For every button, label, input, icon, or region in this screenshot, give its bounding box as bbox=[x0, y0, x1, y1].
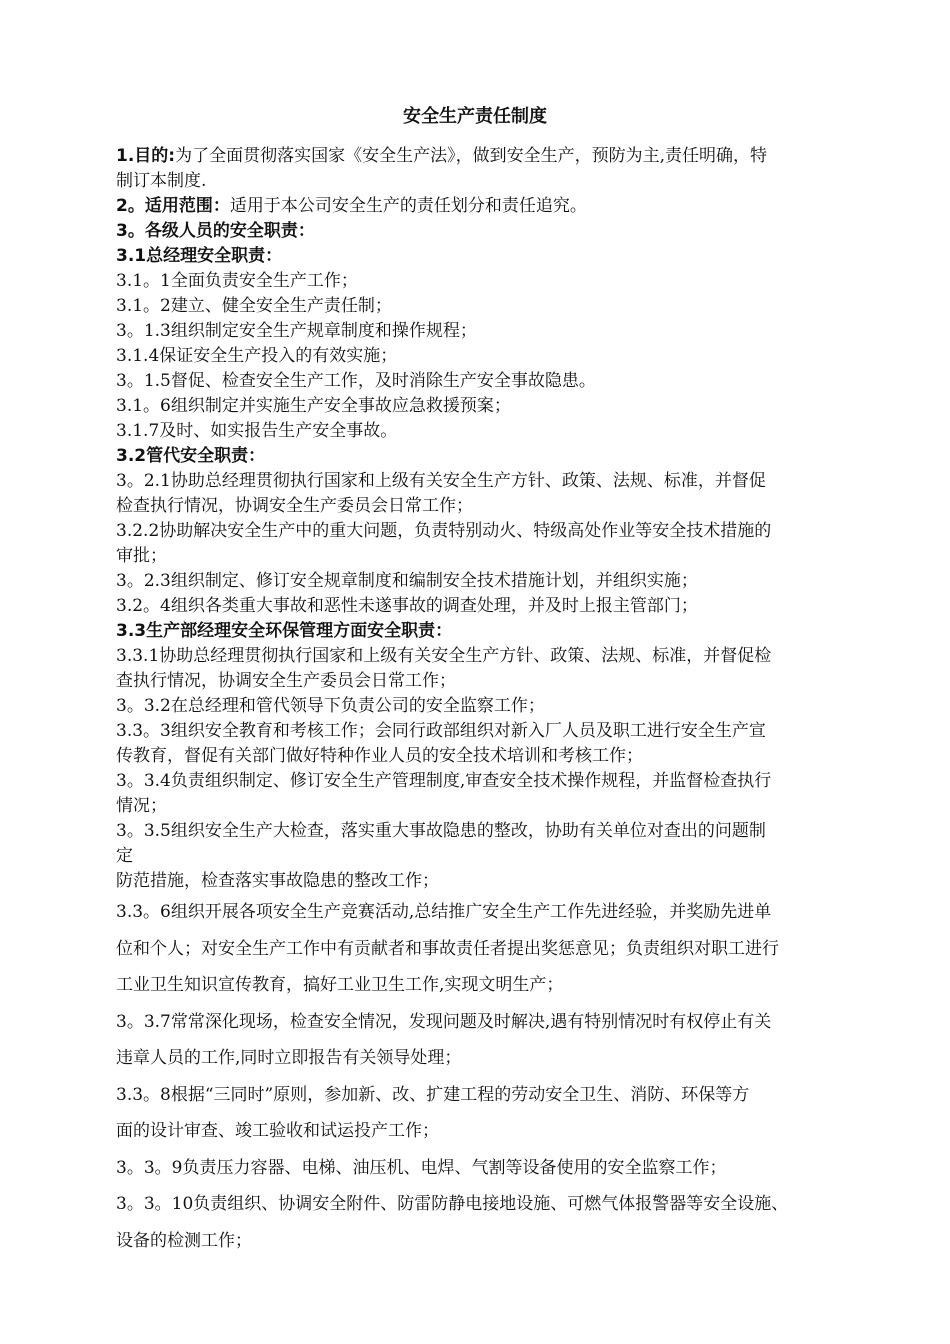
body-text: 3.2.2协助解决安全生产中的重大问题，负责特别动火、特级高处作业等安全技术措施的 bbox=[116, 521, 772, 541]
text-line bbox=[116, 244, 866, 269]
text-line bbox=[116, 1186, 866, 1223]
body-text: 3.3.1协助总经理贯彻执行国家和上级有关安全生产方针、政策、法规、标准，并督促检 bbox=[116, 646, 772, 666]
text-line bbox=[116, 294, 866, 319]
text-line bbox=[116, 594, 866, 619]
text-line bbox=[116, 644, 866, 669]
body-text: 3.1。6组织制定并实施生产安全事故应急救援预案； bbox=[116, 396, 511, 416]
text-line bbox=[116, 419, 866, 444]
body-text: 3.3。3组织安全教育和考核工作；会同行政部组织对新入厂人员及职工进行安全生产宣 bbox=[116, 721, 766, 741]
body-text: 3.3。6组织开展各项安全生产竞赛活动,总结推广安全生产工作先进经验，并奖励先进单 bbox=[116, 902, 772, 922]
text-line bbox=[116, 1223, 866, 1260]
body-text: 适用于本公司安全生产的责任划分和责任追究。 bbox=[229, 196, 587, 216]
text-line bbox=[116, 1077, 866, 1114]
text-line bbox=[116, 869, 866, 894]
text-line bbox=[116, 1040, 866, 1077]
text-line bbox=[116, 619, 866, 644]
text-line bbox=[116, 694, 866, 719]
body-text: 3.1.4保证安全生产投入的有效实施； bbox=[116, 346, 398, 366]
text-line bbox=[116, 169, 866, 194]
body-text: 审批； bbox=[116, 546, 167, 566]
body-text: 3。3。9负责压力容器、电梯、油压机、电焊、气割等设备使用的安全监察工作； bbox=[116, 1157, 727, 1178]
text-line bbox=[116, 744, 866, 769]
text-line bbox=[116, 369, 866, 394]
heading-text: 1.目的: bbox=[116, 146, 176, 166]
text-line bbox=[116, 819, 866, 844]
text-line bbox=[116, 494, 866, 519]
text-line bbox=[116, 144, 866, 169]
text-line bbox=[116, 219, 866, 244]
document-body bbox=[116, 144, 866, 1259]
text-line bbox=[116, 319, 866, 344]
body-text: 3。2.1协助总经理贯彻执行国家和上级有关安全生产方针、政策、法规、标准，并督促 bbox=[116, 471, 766, 491]
body-text: 3.1。1全面负责安全生产工作； bbox=[116, 271, 358, 291]
body-text: 工业卫生知识宣传教育，搞好工业卫生工作,实现文明生产； bbox=[116, 975, 564, 995]
heading-text: 3.3生产部经理安全环保管理方面安全职责： bbox=[116, 621, 453, 641]
text-line bbox=[116, 669, 866, 694]
body-text: 3。3.5组织安全生产大检查，落实重大事故隐患的整改，协助有关单位对查出的问题制 bbox=[116, 821, 766, 841]
body-text: 定 bbox=[116, 846, 133, 866]
body-text: 面的设计审查、竣工验收和试运投产工作； bbox=[116, 1121, 439, 1141]
text-line bbox=[116, 894, 866, 931]
text-line bbox=[116, 569, 866, 594]
text-line bbox=[116, 719, 866, 744]
page-title: 安全生产责任制度 bbox=[403, 106, 547, 127]
text-line bbox=[116, 1113, 866, 1150]
body-text: 传教育，督促有关部门做好特种作业人员的安全技术培训和考核工作； bbox=[116, 746, 643, 766]
body-text: 防范措施，检查落实事故隐患的整改工作； bbox=[116, 871, 439, 891]
heading-text: 2。适用范围： bbox=[116, 196, 230, 216]
text-line bbox=[116, 269, 866, 294]
body-text: 3。3。10负责组织、协调安全附件、防雷防静电接地设施、可燃气体报警器等安全设施、 bbox=[116, 1194, 789, 1214]
body-text: 违章人员的工作,同时立即报告有关领导处理； bbox=[116, 1048, 462, 1068]
text-line bbox=[116, 519, 866, 544]
body-text: 3.1.7及时、如实报告生产安全事故。 bbox=[116, 421, 398, 441]
body-text: 3。3.7常常深化现场，检查安全情况，发现问题及时解决,遇有特别情况时有权停止有关 bbox=[116, 1011, 772, 1032]
body-text: 3。1.5督促、检查安全生产工作，及时消除生产安全事故隐患。 bbox=[116, 371, 596, 391]
text-line bbox=[116, 794, 866, 819]
body-text: 3。3.4负责组织制定、修订安全生产管理制度,审查安全技术操作规程，并监督检查执行 bbox=[116, 771, 772, 791]
text-line bbox=[116, 544, 866, 569]
body-text: 制订本制度. bbox=[116, 171, 207, 191]
text-line bbox=[116, 394, 866, 419]
body-text: 3。2.3组织制定、修订安全规章制度和编制安全技术措施计划，并组织实施； bbox=[116, 571, 698, 591]
text-line bbox=[116, 1150, 866, 1187]
text-line bbox=[116, 967, 866, 1004]
body-text: 3.1。2建立、健全安全生产责任制； bbox=[116, 296, 392, 316]
text-line bbox=[116, 1004, 866, 1041]
heading-text: 3.1总经理安全职责： bbox=[116, 246, 283, 266]
text-line bbox=[116, 844, 866, 869]
text-line bbox=[116, 194, 866, 219]
body-text: 检查执行情况，协调安全生产委员会日常工作； bbox=[116, 496, 473, 516]
text-line bbox=[116, 469, 866, 494]
text-line bbox=[116, 444, 866, 469]
heading-text: 3.2管代安全职责： bbox=[116, 446, 266, 466]
body-text: 情况； bbox=[116, 796, 167, 816]
body-text: 为了全面贯彻落实国家《安全生产法》，做到安全生产，预防为主,责任明确，特 bbox=[175, 146, 767, 166]
body-text: 3。1.3组织制定安全生产规章制度和操作规程； bbox=[116, 321, 477, 341]
body-text: 3。3.2在总经理和管代领导下负责公司的安全监察工作； bbox=[116, 696, 545, 716]
body-text: 3.3。8根据“三同时”原则，参加新、改、扩建工程的劳动安全卫生、消防、环保等方 bbox=[116, 1084, 750, 1105]
text-line bbox=[116, 344, 866, 369]
body-text: 查执行情况，协调安全生产委员会日常工作； bbox=[116, 671, 456, 691]
body-text: 设备的检测工作； bbox=[116, 1230, 252, 1251]
text-line bbox=[116, 769, 866, 794]
body-text: 3.2。4组织各类重大事故和恶性未遂事故的调查处理，并及时上报主管部门； bbox=[116, 596, 698, 616]
body-text: 位和个人；对安全生产工作中有贡献者和事故责任者提出奖惩意见；负责组织对职工进行 bbox=[116, 938, 779, 959]
heading-text: 3。各级人员的安全职责： bbox=[116, 221, 315, 241]
text-line bbox=[116, 931, 866, 968]
